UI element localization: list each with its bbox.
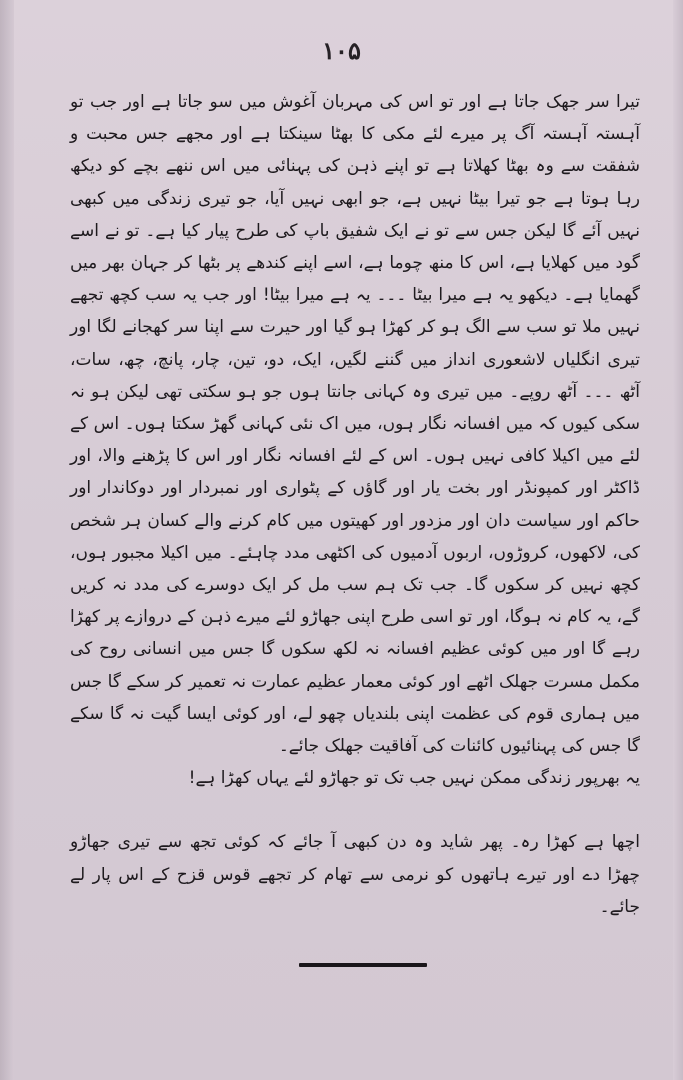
paragraph-gap bbox=[70, 794, 640, 826]
page-edge-left bbox=[0, 0, 14, 1080]
page-edge-right bbox=[673, 0, 683, 1080]
page-number: ۱۰۵ bbox=[322, 36, 361, 65]
section-end-rule bbox=[299, 963, 427, 967]
body-text bbox=[70, 86, 640, 923]
paragraph-closing: اچھا ہے کھڑا رہ۔ پھر شاید وہ دن کبھی آ جائے کہ کوئی تجھ سے تیری جھاڑو چھڑا دے اور تیرے ہاتھوں کو نرمی سے تھام کر تجھے قوس قزح کے اس پار لے جائے۔ bbox=[70, 832, 640, 917]
paragraph-statement: یہ بھرپور زندگی ممکن نہیں جب تک تو جھاڑو لئے یہاں کھڑا ہے! bbox=[188, 768, 640, 789]
paragraph-main: تیرا سر جھک جاتا ہے اور تو اس کی مہربان آغوش میں سو جاتا ہے اور جب تو آہستہ آہستہ آگ پر میرے لئے مکی کا بھٹا سینکتا ہے اور مجھے جس محبت و شفقت سے وہ بھٹا کھلاتا ہے تو اپنے ذہن کی پہنائی میں اس ننھے بچے کو دیکھ رہا ہوتا ہے جو تیرا بیٹا نہیں ہے، جو ابھی نہیں آیا، جو تیری زندگی میں کبھی نہیں آئے گا لیکن جس سے تو نے ایک شفیق باپ کی طرح پیار کیا ہے۔ تو نے اسے گود میں کھلایا ہے، اس کا منھ چوما ہے، اسے اپنے کندھے پر بٹھا کر جہان بھر میں گھمایا ہے۔ دیکھو یہ ہے میرا بیٹا ۔۔۔ یہ ہے میرا بیٹا! اور جب یہ سب کچھ تجھے نہیں ملا تو سب سے الگ ہو کر کھڑا ہو گیا اور حیرت سے اپنا سر کھجانے لگا اور تیری انگلیاں لاشعوری انداز میں گننے لگیں، ایک، دو، تین، چار، پانچ، چھ، سات، آٹھ ۔۔۔ آٹھ روپے۔ میں تیری وہ کہانی جانتا ہوں جو ہو سکتی تھی لیکن ہو نہ سکی کیوں کہ میں افسانہ نگار ہوں، میں اک نئی کہانی گھڑ سکتا ہوں۔ اس کے لئے میں اکیلا کافی نہیں ہوں۔ اس کے لئے افسانہ نگار اور اس کا پڑھنے والا، اور ڈاکٹر اور کمپونڈر اور بخت یار اور گاؤں کے پٹواری اور نمبردار اور دوکاندار اور حاکم اور سیاست دان اور مزدور اور کھیتوں میں کام کرنے والے کسان ہر شخص کی، لاکھوں، کروڑوں، اربوں آدمیوں کی اکٹھی مدد چاہئے۔ میں اکیلا مجبور ہوں، کچھ نہیں کر سکوں گا۔ جب تک ہم سب مل کر ایک دوسرے کی مدد نہ کریں گے، یہ کام نہ ہوگا، اور تو اسی طرح اپنی جھاڑو لئے میرے ذہن کے دروازے پر کھڑا رہے گا اور میں کوئی عظیم افسانہ نہ لکھ سکوں گا جس میں انسانی روح کی مکمل مسرت جھلک اٹھے اور کوئی معمار عظیم عمارت نہ تعمیر کر سکے گا جس میں ہماری قوم کی عظمت اپنی بلندیاں چھو لے، اور کوئی ایسا گیت نہ گا سکے گا جس کی پہنائیوں کائنات کی آفاقیت جھلک جائے۔ bbox=[70, 92, 640, 757]
